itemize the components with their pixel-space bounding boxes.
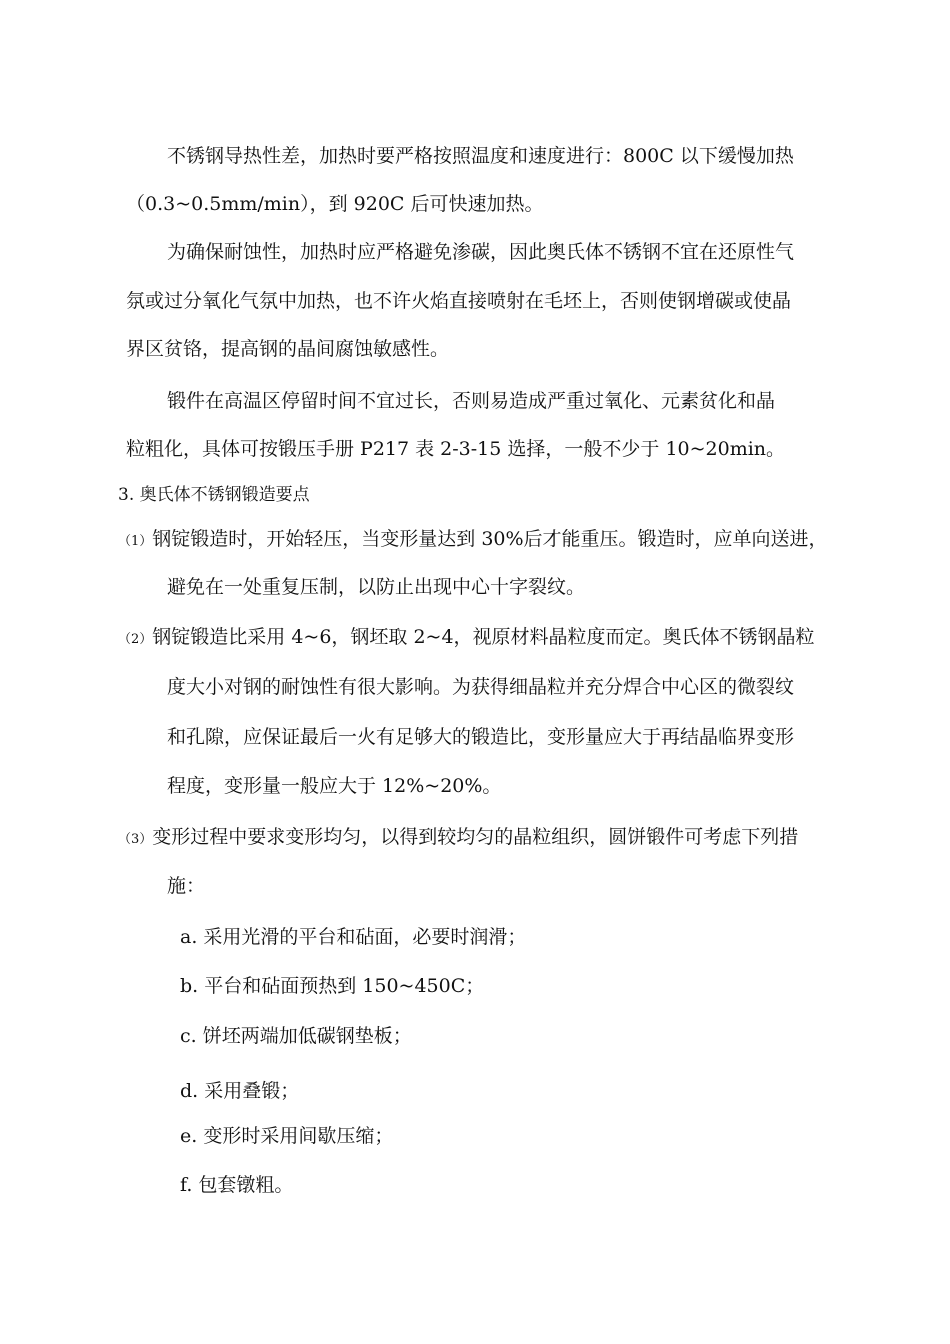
item-2-line-3: 和孔隙，应保证最后一火有足够大的锻造比，变形量应大于再结晶临界变形 — [167, 726, 795, 748]
item-3 — [118, 825, 798, 852]
paragraph-corrosion-line-3: 界区贫铬，提高钢的晶间腐蚀敏感性。 — [126, 338, 450, 360]
section-3-heading: 3. 奥氏体不锈钢锻造要点 — [118, 485, 310, 505]
measure-f: f. 包套镦粗。 — [180, 1174, 294, 1196]
paragraph-holding-time-line-1: 锻件在高温区停留时间不宜过长，否则易造成严重过氧化、元素贫化和晶 — [167, 390, 776, 412]
paragraph-heating-speed-line-2: （0.3~0.5mm/min），到 920C 后可快速加热。 — [126, 193, 544, 215]
item-2-line-4: 程度，变形量一般应大于 12%~20%。 — [167, 775, 502, 797]
paragraph-holding-time-line-2: 粒粗化，具体可按锻压手册 P217 表 2-3-15 选择，一般不少于 10~20min。 — [126, 438, 786, 460]
measure-a: a. 采用光滑的平台和砧面，必要时润滑； — [180, 926, 527, 948]
item-2-line-1: 钢锭锻造比采用 4~6，钢坯取 2~4，视原材料晶粒度而定。奥氏体不锈钢晶粒 — [152, 626, 815, 648]
measure-b: b. 平台和砧面预热到 150~450C； — [180, 975, 485, 997]
item-1-number: （1） — [118, 534, 153, 549]
item-3-line-1: 变形过程中要求变形均匀，以得到较均匀的晶粒组织，圆饼锻件可考虑下列措 — [152, 826, 799, 848]
item-2-number: （2） — [118, 632, 153, 647]
item-1-line-1: 钢锭锻造时，开始轻压，当变形量达到 30%后才能重压。锻造时，应单向送进， — [152, 528, 828, 550]
paragraph-corrosion-line-2: 氛或过分氧化气氛中加热，也不许火焰直接喷射在毛坯上，否则使钢增碳或使晶 — [126, 290, 792, 312]
measure-c: c. 饼坯两端加低碳钢垫板； — [180, 1025, 412, 1047]
paragraph-heating-speed-line-1: 不锈钢导热性差，加热时要严格按照温度和速度进行：800C 以下缓慢加热 — [167, 145, 794, 167]
item-3-line-2: 施： — [167, 875, 206, 897]
item-2-line-2: 度大小对钢的耐蚀性有很大影响。为获得细晶粒并充分焊合中心区的微裂纹 — [167, 676, 795, 698]
measure-d: d. 采用叠锻； — [180, 1080, 300, 1102]
item-1-line-2: 避免在一处重复压制，以防止出现中心十字裂纹。 — [167, 576, 586, 598]
item-3-number: （3） — [118, 832, 153, 847]
item-1 — [118, 527, 828, 554]
item-2 — [118, 625, 815, 652]
measure-e: e. 变形时采用间歇压缩； — [180, 1125, 394, 1147]
paragraph-corrosion-line-1: 为确保耐蚀性，加热时应严格避免渗碳，因此奥氏体不锈钢不宜在还原性气 — [167, 241, 795, 263]
